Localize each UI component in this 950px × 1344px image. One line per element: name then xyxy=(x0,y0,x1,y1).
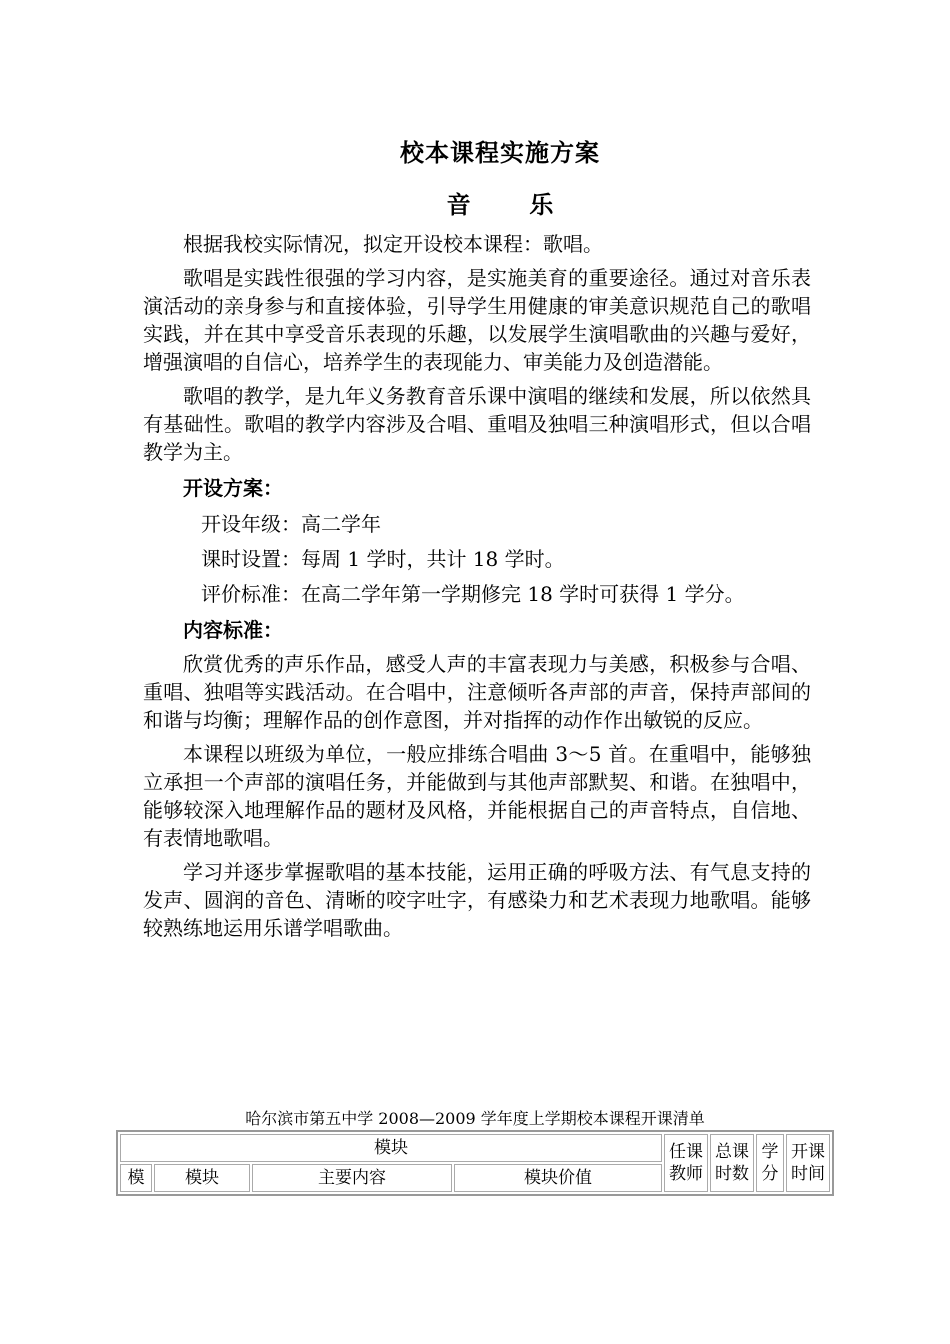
header-cell-content: 主要内容 xyxy=(252,1164,452,1192)
document-body xyxy=(143,230,811,942)
course-list-table xyxy=(116,1130,834,1196)
section-heading: 内容标准： xyxy=(183,618,283,642)
body-paragraph: 本课程以班级为单位，一般应排练合唱曲 3～5 首。在重唱中，能够独立承担一个声部的演唱任务，并能做到与其他声部默契、和谐。在独唱中，能够较深入地理解作品的题材及风格，并能根据自己的声音特点，自信地、有表情地歌唱。 xyxy=(143,742,811,850)
subtitle-char-1: 音 xyxy=(446,190,471,219)
plan-item: 课时设置：每周 1 学时，共计 18 学时。 xyxy=(201,547,565,571)
page-title: 校本课程实施方案 xyxy=(400,138,600,167)
header-cell-value: 模块价值 xyxy=(454,1164,662,1192)
header-cell-credit: 学分 xyxy=(756,1134,784,1192)
subtitle-char-2: 乐 xyxy=(529,190,554,219)
header-cell-hours: 总课时数 xyxy=(710,1134,754,1192)
page-subtitle xyxy=(0,185,950,220)
header-cell-module: 模块 xyxy=(154,1164,250,1192)
header-cell-teacher: 任课教师 xyxy=(664,1134,708,1192)
body-paragraph: 欣赏优秀的声乐作品，感受人声的丰富表现力与美感，积极参与合唱、重唱、独唱等实践活动。在合唱中，注意倾听各声部的声音，保持声部间的和谐与均衡；理解作品的创作意图，并对指挥的动作作出敏锐的反应。 xyxy=(143,652,811,732)
body-paragraph: 歌唱是实践性很强的学习内容，是实施美育的重要途径。通过对音乐表演活动的亲身参与和直接体验，引导学生用健康的审美意识规范自己的歌唱实践，并在其中享受音乐表现的乐趣，以发展学生演唱歌曲的兴趣与爱好，增强演唱的自信心，培养学生的表现能力、审美能力及创造潜能。 xyxy=(143,266,811,374)
header-cell-mo: 模 xyxy=(120,1164,152,1192)
body-paragraph: 学习并逐步掌握歌唱的基本技能，运用正确的呼吸方法、有气息支持的发声、圆润的音色、清晰的咬字吐字，有感染力和艺术表现力地歌唱。能够较熟练地运用乐谱学唱歌曲。 xyxy=(143,860,811,940)
body-paragraph: 歌唱的教学，是九年义务教育音乐课中演唱的继续和发展，所以依然具有基础性。歌唱的教学内容涉及合唱、重唱及独唱三种演唱形式，但以合唱教学为主。 xyxy=(143,384,811,464)
section-heading: 开设方案： xyxy=(183,476,283,500)
intro-paragraph: 根据我校实际情况，拟定开设校本课程：歌唱。 xyxy=(183,232,603,256)
header-cell-time: 开课时间 xyxy=(786,1134,830,1192)
plan-item: 开设年级：高二学年 xyxy=(201,512,381,536)
plan-item: 评价标准：在高二学年第一学期修完 18 学时可获得 1 学分。 xyxy=(201,582,745,606)
header-cell-module-group: 模块 xyxy=(120,1134,662,1162)
table-header-row xyxy=(120,1134,830,1162)
table-caption: 哈尔滨市第五中学 2008—2009 学年度上学期校本课程开课清单 xyxy=(245,1109,705,1128)
